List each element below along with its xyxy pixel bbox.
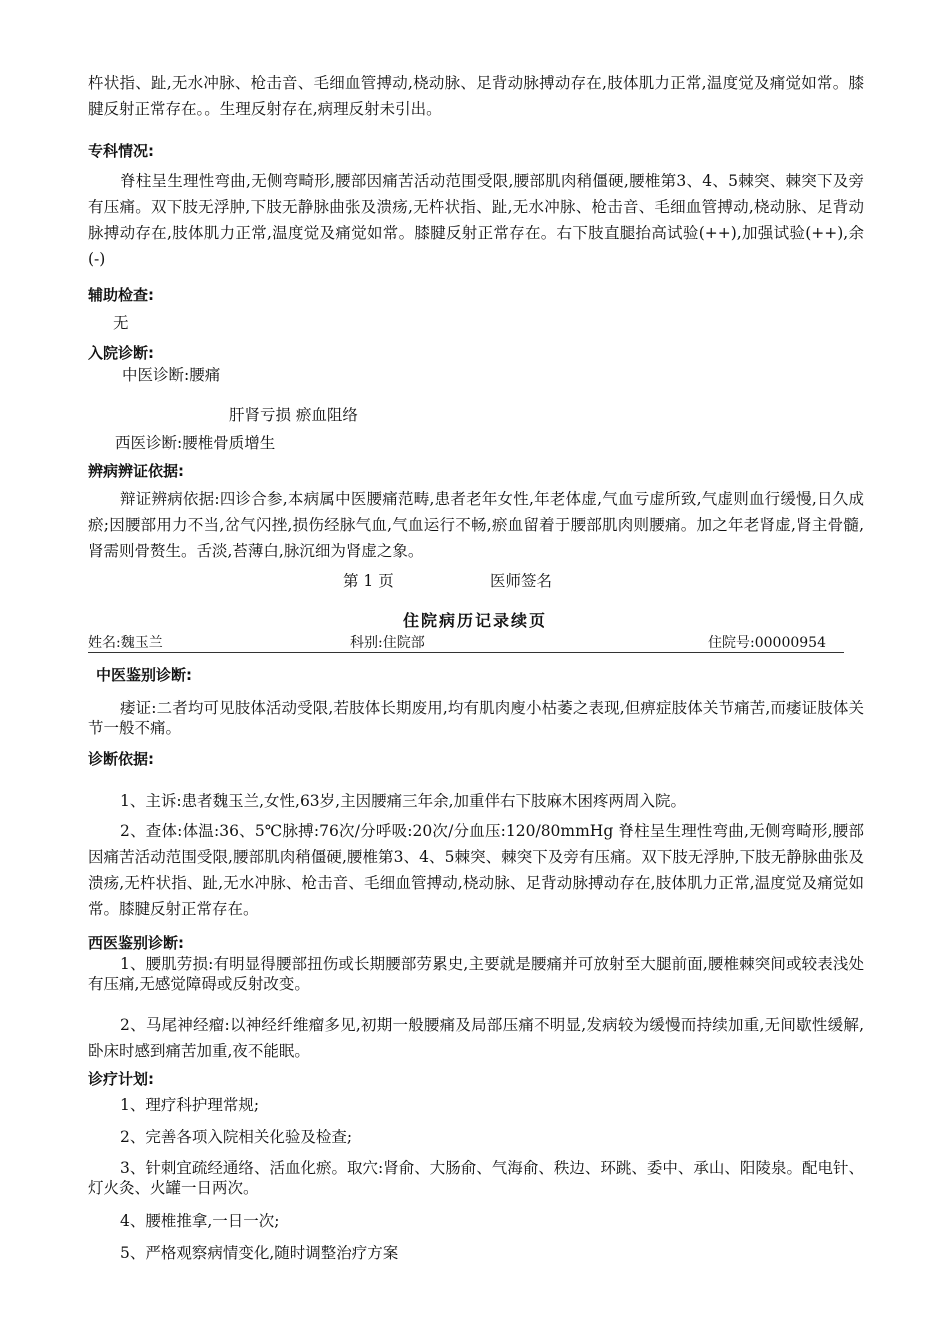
differentiation-heading: 辨病辨证依据: (88, 462, 184, 480)
exam-continuation-paragraph: 杵状指、趾,无水冲脉、枪击音、毛细血管搏动,桡动脉、足背动脉搏动存在,肢体肌力正常,温度觉及痛觉如常。膝腱反射正常存在。。生理反射存在,病理反射未引出。 (88, 74, 864, 118)
department: 科别:住院部 (350, 635, 425, 651)
plan-item-4: 4、腰椎推拿,一日一次; (120, 1212, 280, 1230)
differentiation-text: 辩证辨病依据:四诊合参,本病属中医腰痛范畴,患者老年女性,年老体虚,气血亏虚所致,气虚则血行缓慢,日久成瘀;因腰部用力不当,岔气闪挫,损伤经脉气血,气血运行不畅,瘀血留着于腰部肌肉则腰痛。加之年老肾虚,肾主骨髓,肾需则骨赘生。舌淡,苔薄白,脉沉细为肾虚之象。 (88, 490, 864, 560)
basis-heading: 诊断依据: (88, 750, 154, 768)
western-differential-heading: 西医鉴别诊断: (88, 934, 184, 952)
basis-item-1: 1、主诉:患者魏玉兰,女性,63岁,主因腰痛三年余,加重伴右下肢麻木困疼两周入院。 (120, 792, 687, 810)
western-differential-item-1: 1、腰肌劳损:有明显得腰部扭伤或长期腰部劳累史,主要就是腰痛并可放射至大腿前面,腰椎棘突间或较表浅处有压痛,无感觉障碍或反射改变。 (88, 955, 864, 993)
western-differential-item-2: 2、马尾神经瘤:以神经纤维瘤多见,初期一般腰痛及局部压痛不明显,发病较为缓慢而持续加重,无间歇性缓解,卧床时感到痛苦加重,夜不能眠。 (88, 1016, 864, 1060)
specialty-heading: 专科情况: (88, 142, 154, 160)
plan-item-2: 2、完善各项入院相关化验及检查; (120, 1128, 353, 1146)
tcm-differential-text: 痿证:二者均可见肢体活动受限,若肢体长期废用,均有肌肉廋小枯萎之表现,但痹症肢体关节痛苦,而痿证肢体关节一般不痛。 (88, 699, 864, 737)
continuation-title: 住院病历记录续页 (402, 611, 547, 630)
tcm-differential-heading: 中医鉴别诊断: (96, 666, 192, 684)
specialty-text: 脊柱呈生理性弯曲,无侧弯畸形,腰部因痛苦活动范围受限,腰部肌肉稍僵硬,腰椎第3、4、5棘突、棘突下及旁有压痛。双下肢无浮肿,下肢无静脉曲张及溃疡,无杵状指、趾,无水冲脉、枪击音、毛细血管搏动,桡动脉、足背动脉搏动存在,肢体肌力正常,温度觉及痛觉如常。膝腱反射正常存在。右下肢直腿抬高试验(++),加强试验(++),余(-) (88, 172, 864, 268)
plan-heading: 诊疗计划: (88, 1070, 154, 1088)
plan-item-3: 3、针刺宜疏经通络、活血化瘀。取穴:肾俞、大肠俞、气海俞、秩边、环跳、委中、承山、阳陵泉。配电针、灯火灸、火罐一日两次。 (88, 1159, 864, 1197)
basis-item-2: 2、查体:体温:36、5℃脉搏:76次/分呼吸:20次/分血压:120/80mmHg 脊柱呈生理性弯曲,无侧弯畸形,腰部因痛苦活动范围受限,腰部肌肉稍僵硬,腰椎第3、4、5棘突、棘突下及旁有压痛。双下肢无浮肿,下肢无静脉曲张及溃疡,无杵状指、趾,无水冲脉、枪击音、毛细血管搏动,桡动脉、足背动脉搏动存在,肢体肌力正常,温度觉及痛觉如常。膝腱反射正常存在。 (88, 822, 864, 918)
doctor-signature-label: 医师签名 (490, 572, 553, 590)
auxiliary-text: 无 (113, 314, 129, 332)
patient-header-row (88, 632, 844, 653)
plan-item-1: 1、理疗科护理常规; (120, 1096, 260, 1114)
admission-western: 西医诊断:腰椎骨质增生 (115, 434, 276, 452)
auxiliary-heading: 辅助检查: (88, 286, 154, 304)
plan-item-5: 5、严格观察病情变化,随时调整治疗方案 (120, 1244, 399, 1262)
admission-tcm: 中医诊断:腰痛 (122, 366, 221, 384)
admission-tcm-syndrome: 肝肾亏损 瘀血阻络 (229, 406, 358, 424)
admission-number: 住院号:00000954 (708, 635, 826, 651)
admission-heading: 入院诊断: (88, 344, 154, 362)
page-number: 第 1 页 (343, 572, 394, 590)
patient-name: 姓名:魏玉兰 (88, 635, 163, 651)
